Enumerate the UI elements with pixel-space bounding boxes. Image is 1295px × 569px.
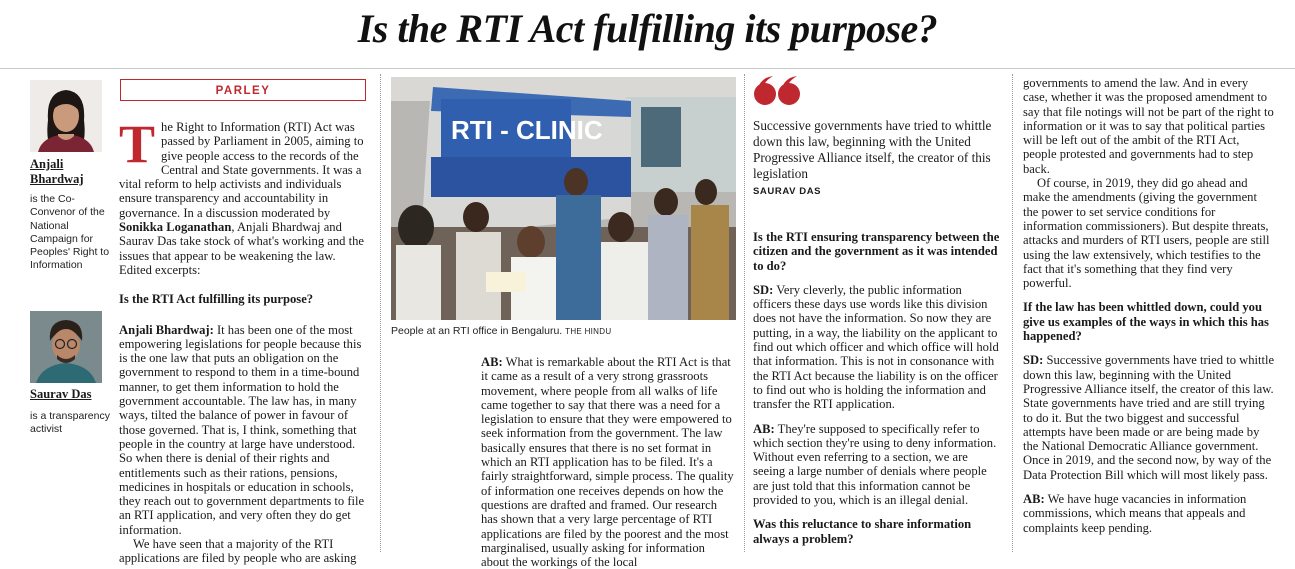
answer-paragraph: [753, 422, 1003, 508]
answer-text: We have huge vacancies in information commissions, which means that appeals and complaints keep pending.: [1023, 492, 1247, 535]
speaker-label: AB:: [753, 421, 775, 436]
person-name: Anjali: [30, 157, 64, 171]
headline-divider: [0, 68, 1295, 69]
question: Is the RTI ensuring transparency between the citizen and the government as it was intended to do?: [753, 230, 1000, 273]
photo-sign-text: RTI - CLINIC: [451, 115, 603, 145]
question: Is the RTI Act fulfilling its purpose?: [119, 292, 314, 307]
answer-text: Successive governments have tried to whittle down this law, beginning with the United Progressive Alliance itself, the creator of this law. State governments have tried and are still trying to do it. But the two biggest and successful attempts have been made or are being made by the National Democratic Alliance government. Once in 2019, and the second now, by way of the Data Protection Bill which will most likely pass.: [1023, 353, 1275, 482]
intro-paragraph: [119, 114, 369, 277]
person-description: is the Co-Convenor of the National Campaign for Peoples' Right to Information: [30, 193, 110, 272]
answer-text: They're supposed to specifically refer to which section they're using to deny information. Without even referring to a section, we are seeing a large number of denials where people are just told that this information cannot be provided to you, which is an illegal denial.: [753, 421, 997, 508]
answer-paragraph: We have seen that a majority of the RTI applications are filed by people who are asking: [119, 537, 357, 566]
intro-text: , Anjali Bhardwaj and Saurav Das take stock of what's working and the issues that appear to be weakening the law. Edited excerpts:: [119, 220, 364, 277]
rti-office-photo: [391, 77, 736, 320]
speaker-label: SD:: [753, 282, 774, 297]
photo-caption: [391, 325, 736, 337]
answer-text: Very cleverly, the public information officers these days use words like this division does not have the information. So now they are putting, in a way, the liability on the applicant to find out which officer and which office will hold that information. This is not in consonance with the RTI Act because the liability is on the officer to find out who is holding the information and transfer the RTI application.: [753, 282, 999, 412]
article-column-1: [119, 114, 369, 566]
pull-quote-text: Successive governments have tried to whittle down this law, beginning with the United Progressive Alliance itself, the creator of this legislation: [753, 118, 992, 181]
answer-paragraph: [1023, 492, 1275, 535]
moderator-name: Sonikka Loganathan: [119, 220, 232, 235]
quote-mark-icon: [753, 74, 1003, 110]
drop-cap: T: [119, 114, 156, 174]
pull-quote-attribution: SAURAV DAS: [753, 186, 822, 197]
column-divider: [380, 74, 381, 552]
person-anjali: [30, 157, 110, 273]
answer-paragraph: [1023, 353, 1275, 482]
speaker-label: AB:: [481, 355, 503, 369]
column-divider: [1012, 74, 1013, 552]
answer-text: It has been one of the most empowering legislations for people because this is the one law that puts an obligation on the government to respond to them in a time-bound manner, to get them information to hold the government accountable. The law has, in many ways, tilted the balance of power in favour of those governed. That is, I think, something that people in the country at large have understood. So when there is denial of their rights and entitlements such as their rations, pensions, medicines in hospitals or education in schools, they reach out to government departments to file an RTI application, and very often they do get information.: [119, 322, 365, 537]
person-name: Bhardwaj: [30, 172, 84, 186]
intro-text: he Right to Information (RTI) Act was passed by Parliament in 2005, aiming to give people access to the records of the Central and State governments. It was a vital reform to help activists and individuals ensure transparency and accountability in governance. In a discussion moderated by: [119, 120, 364, 220]
speaker-label: SD:: [1023, 353, 1044, 368]
answer-paragraph: [481, 355, 736, 569]
person-photo-anjali: [30, 80, 102, 152]
pull-quote: [753, 74, 1003, 197]
column-divider: [744, 74, 745, 552]
speaker-label: AB:: [1023, 492, 1045, 507]
answer-text: What is remarkable about the RTI Act is that it came as a result of a very strong grassroots movement, where people from all walks of life came together to say that there was a need for a legislation to ensure that they were empowered to seek information from the government. The law basically ensures that there is no set format in which an RTI application has to be filed. It's a fairly straightforward, simple process. The quality of information one receives depends on how the questions are drafted and framed. Our research has shown that a very large percentage of RTI applications are filed by the poorest and the most marginalised, usually asking for information about the workings of the local: [481, 355, 734, 569]
person-name: Saurav Das: [30, 387, 92, 401]
answer-paragraph: [753, 283, 1003, 412]
caption-text: People at an RTI office in Bengaluru.: [391, 325, 563, 337]
section-label: PARLEY: [120, 79, 366, 101]
person-photo-saurav: [30, 311, 102, 383]
question: Was this reluctance to share information always a problem?: [753, 517, 972, 546]
photo-credit: THE HINDU: [565, 327, 612, 336]
answer-paragraph: [119, 323, 369, 537]
article-column-4: [1023, 76, 1275, 535]
headline: Is the RTI Act fulfilling its purpose?: [357, 6, 938, 51]
answer-paragraph: governments to amend the law. And in every case, whether it was the proposed amendment to say that file notings will not be part of the right to information or it was to say that political parties will be left out of the ambit of the RTI Act, people protested and governments had to step back.: [1023, 76, 1274, 176]
speaker-label: Anjali Bhardwaj:: [119, 322, 214, 337]
article-column-3: [753, 230, 1003, 546]
article-column-2: [481, 355, 736, 569]
question: If the law has been whittled down, could you give us examples of the ways in which this has happened?: [1023, 300, 1269, 344]
person-saurav: [30, 387, 110, 437]
answer-paragraph: Of course, in 2019, they did go ahead and make the amendments (giving the government the power to set service conditions for information commissioners). But despite threats, attacks and murders of RTI users, people are still using the law extensively, which testifies to the fact that it's something that they find very powerful.: [1023, 176, 1270, 291]
person-description: is a transparency activist: [30, 410, 110, 436]
